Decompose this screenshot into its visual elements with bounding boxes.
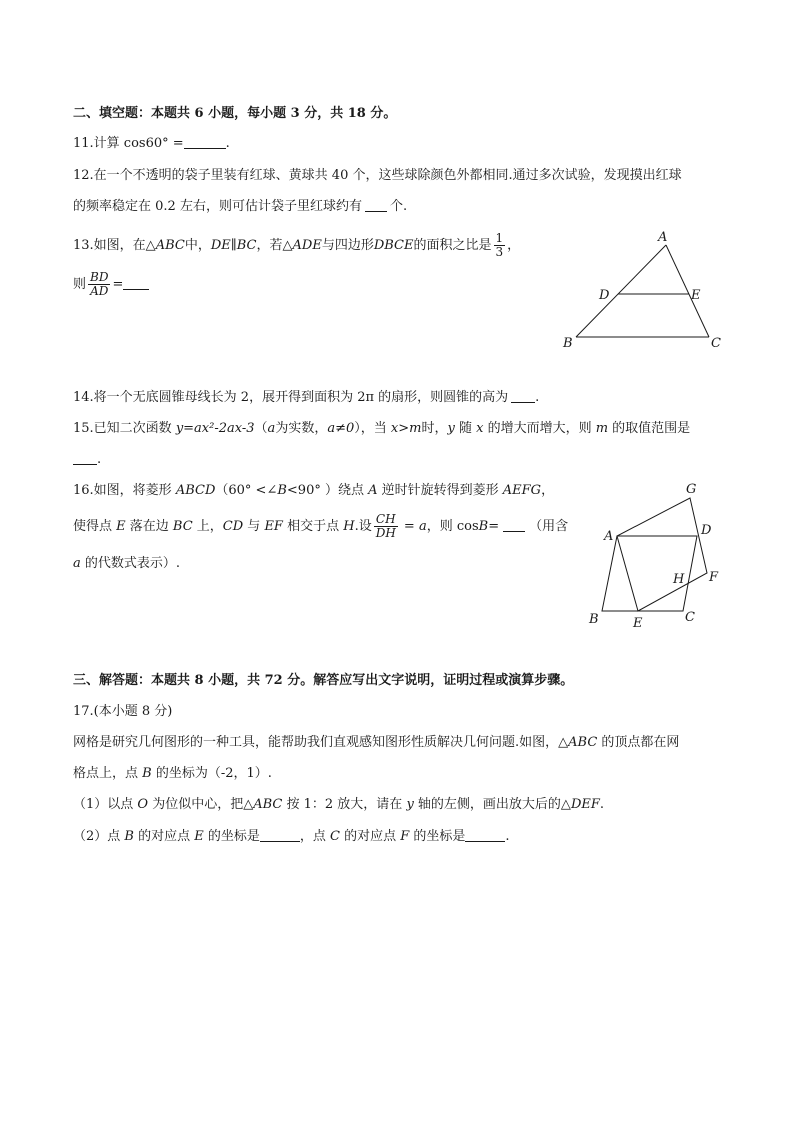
answer-blank-f[interactable] [465, 827, 505, 842]
fraction-one-third: $\frac{1}{3}$ [495, 231, 504, 259]
label-f: F [709, 570, 719, 585]
answer-blank[interactable] [365, 197, 387, 212]
question-17-part-2: （2）点 B 的对应点 E 的坐标是 ，点 C 的对应点 F 的坐标是 . [73, 829, 510, 844]
question-13-line-2: 则 $\frac{BD}{AD}$ = [73, 270, 149, 300]
question-12-line-1: 12.在一个不透明的袋子里装有红球、黄球共 40 个，这些球除颜色外都相同.通过多次试验，发现摸出红球 [73, 168, 682, 183]
triangle-figure [555, 228, 735, 353]
label-g: G [686, 482, 697, 497]
rhombus-figure [582, 478, 732, 638]
question-12-line-2: 的频率稳定在 0.2 左右，则可估计袋子里红球约有 个. [73, 199, 408, 214]
label-c: C [685, 610, 695, 625]
label-e: E [633, 616, 643, 631]
answer-blank[interactable] [123, 275, 149, 290]
answer-blank[interactable] [184, 134, 226, 149]
question-11: 11.计算 cos60° = . [73, 136, 230, 151]
answer-blank-e[interactable] [260, 827, 300, 842]
question-17-header: 17.(本小题 8 分) [73, 704, 173, 719]
question-11-text: 11.计算 cos60° = [73, 136, 184, 151]
question-17-line-1: 网格是研究几何图形的一种工具，能帮助我们直观感知图形性质解决几何问题.如图，△ABC 的顶点都在网 [73, 735, 680, 750]
label-d: D [701, 523, 712, 538]
fraction-bd-ad: $\frac{BD}{AD}$ [90, 270, 109, 298]
segment-ab [576, 245, 666, 337]
question-14: 14.将一个无底圆锥母线长为 2，展开得到面积为 2π 的扇形，则圆锥的高为 . [73, 390, 540, 405]
question-16-line-2: 使得点 E 落在边 BC 上，CD 与 EF 相交于点 H.设 $\frac{CH}{DH}$ = a，则 cosB= （用含 [73, 512, 569, 540]
label-b: B [589, 612, 599, 627]
label-e: E [691, 288, 701, 303]
label-c: C [711, 336, 721, 351]
section-2-heading: 二、填空题：本题共 6 小题，每小题 3 分，共 18 分。 [73, 106, 397, 121]
question-16-line-1: 16.如图，将菱形 ABCD（60° <∠B<90° ）绕点 A 逆时针旋转得到菱形 AEFG， [73, 483, 555, 498]
question-16-line-3: a 的代数式表示）. [73, 556, 181, 571]
label-a: A [658, 230, 668, 245]
label-b: B [563, 336, 573, 351]
label-a: A [604, 529, 614, 544]
answer-blank[interactable] [503, 517, 525, 532]
question-17-line-2: 格点上，点 B 的坐标为（-2，1）. [73, 766, 272, 781]
question-13-line-1: 13.如图，在△ABC中，DE∥BC，若△ADE与四边形DBCE的面积之比是 $\frac{1}{3}$ ， [73, 231, 521, 259]
question-17-part-1: （1）以点 O 为位似中心，把△ABC 按 1：2 放大，请在 y 轴的左侧，画出放大后的△DEF. [73, 797, 605, 812]
answer-blank[interactable] [511, 388, 535, 403]
label-h: H [673, 572, 685, 587]
section-3-heading: 三、解答题：本题共 8 小题，共 72 分。解答应写出文字说明，证明过程或演算步骤。 [73, 673, 574, 688]
question-15-line-1: 15.已知二次函数 y=ax²-2ax-3（a为实数，a≠0），当 x>m时，y 随 x 的增大而增大，则 m 的取值范围是 [73, 421, 691, 436]
question-15-line-2: . [73, 450, 101, 470]
fraction-ch-dh: $\frac{CH}{DH}$ [375, 512, 396, 540]
label-d: D [599, 288, 610, 303]
segment-ac [666, 245, 709, 337]
answer-blank[interactable] [73, 450, 97, 465]
